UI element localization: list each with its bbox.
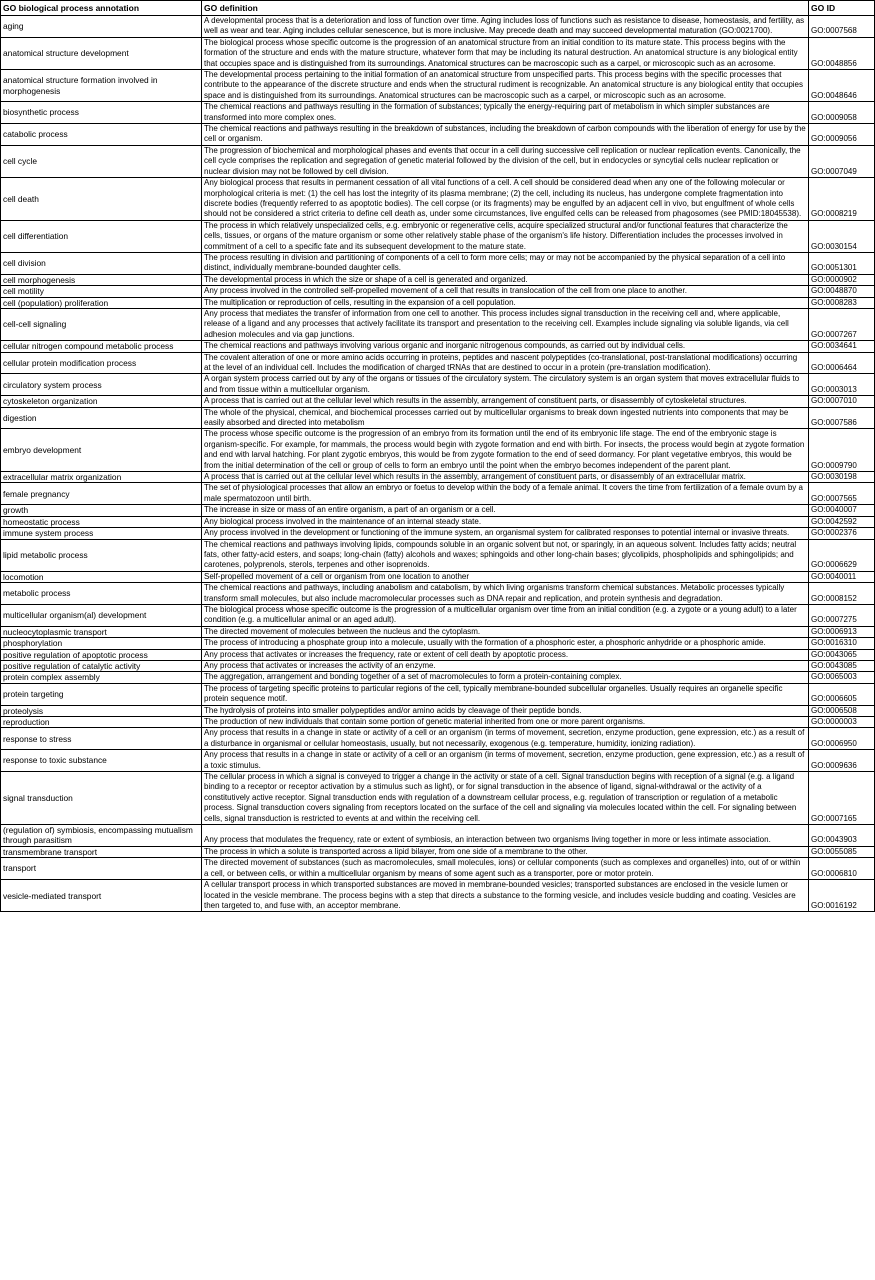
definition-cell: Self-propelled movement of a cell or organism from one location to another xyxy=(202,571,809,582)
annotation-cell: response to stress xyxy=(1,728,202,750)
annotation-cell: immune system process xyxy=(1,528,202,539)
table-row xyxy=(1,846,875,857)
definition-cell: The chemical reactions and pathways resulting in the breakdown of substances, including the breakdown of carbon compounds with the liberation of energy for use by the cell or organism. xyxy=(202,124,809,146)
definition-cell: Any process that mediates the transfer of information from one cell to another. This process includes signal transduction in the receiving cell and, where applicable, release of a ligand and any processes that actively facilitate its transport and presentation to the receiving cell. Examples include signaling via soluble ligands, via cell adhesion molecules and via gap junctions. xyxy=(202,308,809,340)
annotation-cell: response to toxic substance xyxy=(1,750,202,772)
definition-cell: The developmental process in which the size or shape of a cell is generated and organized. xyxy=(202,274,809,285)
definition-cell: A cellular transport process in which transported substances are moved in membrane-bounded vesicles; transported substances are enclosed in the vesicle lumen or located in the vesicle membrane. The process begins with a step that directs a substance to the forming vesicle, and includes vesicle budding and coating. Vesicles are then targeted to, and fuse with, an acceptor membrane. xyxy=(202,880,809,912)
table-row xyxy=(1,772,875,825)
go-id-cell: GO:0051301 xyxy=(809,252,875,274)
table-row xyxy=(1,286,875,297)
header-definition: GO definition xyxy=(202,1,809,16)
annotation-cell: catabolic process xyxy=(1,124,202,146)
definition-cell: The process in which a solute is transported across a lipid bilayer, from one side of a membrane to the other. xyxy=(202,846,809,857)
definition-cell: The process in which relatively unspecialized cells, e.g. embryonic or regenerative cells, acquire specialized structural and/or functional features that characterize the cells, tissues, or organs of the mature organism or some other relatively stable phase of the organism's life history. Differentiation includes the processes involved in commitment of a cell to a specific fate and its subsequent development to the mature state. xyxy=(202,220,809,252)
table-row xyxy=(1,683,875,705)
annotation-cell: metabolic process xyxy=(1,583,202,605)
definition-cell: The directed movement of substances (such as macromolecules, small molecules, ions) or cellular components (such as complexes and organelles) into, out of or within a cell, or between cells, or within a multicellular organism by means of some agent such as a transporter, pore or motor protein. xyxy=(202,858,809,880)
table-row xyxy=(1,178,875,221)
table-row xyxy=(1,571,875,582)
go-id-cell: GO:0065003 xyxy=(809,672,875,683)
go-id-cell: GO:0007049 xyxy=(809,145,875,177)
annotation-cell: positive regulation of catalytic activity xyxy=(1,660,202,671)
table-row xyxy=(1,649,875,660)
table-row xyxy=(1,407,875,429)
annotation-cell: aging xyxy=(1,16,202,38)
table-row xyxy=(1,374,875,396)
table-row xyxy=(1,516,875,527)
go-id-cell: GO:0055085 xyxy=(809,846,875,857)
definition-cell: The developmental process pertaining to the initial formation of an anatomical structure from unspecified parts. This process begins with the specific processes that contribute to the appearance of the discrete structure and ends when the structural rudiment is recognizable. An anatomical structure is any biological entity that occupies space and is distinguished from its surroundings. Anatomical structures can be macroscopic such as a carpel, or microscopic such as an acrosome. xyxy=(202,70,809,102)
annotation-cell: reproduction xyxy=(1,717,202,728)
table-row xyxy=(1,252,875,274)
annotation-cell: growth xyxy=(1,505,202,516)
go-id-cell: GO:0034641 xyxy=(809,341,875,352)
go-id-cell: GO:0007568 xyxy=(809,16,875,38)
go-id-cell: GO:0006913 xyxy=(809,626,875,637)
go-id-cell: GO:0007165 xyxy=(809,772,875,825)
go-id-cell: GO:0030154 xyxy=(809,220,875,252)
annotation-cell: cell-cell signaling xyxy=(1,308,202,340)
definition-cell: The whole of the physical, chemical, and biochemical processes carried out by multicellular organisms to break down ingested nutrients into components that may be easily absorbed and directed into metabolism xyxy=(202,407,809,429)
header-row xyxy=(1,1,875,16)
definition-cell: The progression of biochemical and morphological phases and events that occur in a cell during successive cell replication or nuclear replication events. Canonically, the cell cycle comprises the replication and segregation of genetic material followed by the division of the cell, but in endocycles or syncytial cells nuclear replication or nuclear division may not be followed by cell division. xyxy=(202,145,809,177)
table-row xyxy=(1,539,875,571)
annotation-cell: transmembrane transport xyxy=(1,846,202,857)
table-row xyxy=(1,858,875,880)
definition-cell: Any biological process that results in permanent cessation of all vital functions of a cell. A cell should be considered dead when any one of the following molecular or morphological criteria is met: (1) the cell has lost the integrity of its plasma membrane; (2) the cell, including its nucleus, has undergone complete fragmentation into discrete bodies (frequently referred to as apoptotic bodies). The cell corpse (or its fragments) may be engulfed by an adjacent cell in vivo, but engulfment of whole cells should not be considered a strict criteria to define cell death as, under some circumstances, live engulfed cells can be released from phagosomes (see PMID:18045538). xyxy=(202,178,809,221)
definition-cell: A process that is carried out at the cellular level which results in the assembly, arrangement of constituent parts, or disassembly of an extracellular matrix. xyxy=(202,472,809,483)
table-row xyxy=(1,274,875,285)
go-id-cell: GO:0006950 xyxy=(809,728,875,750)
table-row xyxy=(1,297,875,308)
definition-cell: The chemical reactions and pathways involving various organic and inorganic nitrogenous compounds, as carried out by individual cells. xyxy=(202,341,809,352)
definition-cell: The increase in size or mass of an entire organism, a part of an organism or a cell. xyxy=(202,505,809,516)
annotation-cell: cellular protein modification process xyxy=(1,352,202,374)
go-id-cell: GO:0016310 xyxy=(809,638,875,649)
go-id-cell: GO:0009636 xyxy=(809,750,875,772)
go-id-cell: GO:0030198 xyxy=(809,472,875,483)
definition-cell: Any process that modulates the frequency, rate or extent of symbiosis, an interaction between two organisms living together in more or less intimate association. xyxy=(202,825,809,847)
go-id-cell: GO:0006508 xyxy=(809,705,875,716)
table-row xyxy=(1,750,875,772)
go-id-cell: GO:0043065 xyxy=(809,649,875,660)
annotation-cell: cell division xyxy=(1,252,202,274)
go-id-cell: GO:0007565 xyxy=(809,483,875,505)
table-row xyxy=(1,583,875,605)
table-row xyxy=(1,70,875,102)
go-id-cell: GO:0009056 xyxy=(809,124,875,146)
table-row xyxy=(1,660,875,671)
table-row xyxy=(1,728,875,750)
annotation-cell: proteolysis xyxy=(1,705,202,716)
table-body xyxy=(1,16,875,912)
go-id-cell: GO:0043085 xyxy=(809,660,875,671)
go-id-cell: GO:0007275 xyxy=(809,604,875,626)
definition-cell: The process of targeting specific proteins to particular regions of the cell, typically membrane-bounded subcellular organelles. Usually requires an organelle specific protein sequence motif. xyxy=(202,683,809,705)
table-row xyxy=(1,37,875,69)
header-annotation: GO biological process annotation xyxy=(1,1,202,16)
go-id-cell: GO:0009058 xyxy=(809,102,875,124)
annotation-cell: digestion xyxy=(1,407,202,429)
table-row xyxy=(1,483,875,505)
go-id-cell: GO:0008152 xyxy=(809,583,875,605)
definition-cell: Any process that activates or increases the activity of an enzyme. xyxy=(202,660,809,671)
definition-cell: The directed movement of molecules between the nucleus and the cytoplasm. xyxy=(202,626,809,637)
annotation-cell: phosphorylation xyxy=(1,638,202,649)
definition-cell: The chemical reactions and pathways involving lipids, compounds soluble in an organic solvent but not, or sparingly, in an aqueous solvent. Includes fatty acids; neutral fats, other fatty-acid esters, and soaps; long-chain (fatty) alcohols and waxes; sphingoids and other long-chain bases; glycolipids, phospholipids and sphingolipids; and carotenes, polyprenols, sterols, terpenes and other isoprenoids. xyxy=(202,539,809,571)
annotation-cell: protein targeting xyxy=(1,683,202,705)
table-row xyxy=(1,604,875,626)
annotation-cell: lipid metabolic process xyxy=(1,539,202,571)
go-id-cell: GO:0008219 xyxy=(809,178,875,221)
annotation-cell: cell motility xyxy=(1,286,202,297)
annotation-cell: cell death xyxy=(1,178,202,221)
annotation-cell: cell (population) proliferation xyxy=(1,297,202,308)
definition-cell: A organ system process carried out by any of the organs or tissues of the circulatory system. The circulatory system is an organ system that moves extracellular fluids to and from tissue within a multicellular organism. xyxy=(202,374,809,396)
annotation-cell: cytoskeleton organization xyxy=(1,396,202,407)
annotation-cell: cell cycle xyxy=(1,145,202,177)
annotation-cell: transport xyxy=(1,858,202,880)
annotation-cell: positive regulation of apoptotic process xyxy=(1,649,202,660)
go-id-cell: GO:0006810 xyxy=(809,858,875,880)
definition-cell: The biological process whose specific outcome is the progression of an anatomical structure from an initial condition to its mature state. This process begins with the formation of the structure and ends with the mature structure, whatever form that may be including its natural destruction. An anatomical structure is any biological entity that occupies space and is distinguished from its surroundings. Anatomical structures can be macroscopic such as a carpel, or microscopic such as an acrosome. xyxy=(202,37,809,69)
annotation-cell: cell differentiation xyxy=(1,220,202,252)
definition-cell: Any process that results in a change in state or activity of a cell or an organism (in terms of movement, secretion, enzyme production, gene expression, etc.) as a result of a toxic stimulus. xyxy=(202,750,809,772)
go-id-cell: GO:0042592 xyxy=(809,516,875,527)
table-row xyxy=(1,638,875,649)
table-row xyxy=(1,472,875,483)
definition-cell: Any process involved in the controlled self-propelled movement of a cell that results in translocation of the cell from one place to another. xyxy=(202,286,809,297)
go-id-cell: GO:0006629 xyxy=(809,539,875,571)
definition-cell: The hydrolysis of proteins into smaller polypeptides and/or amino acids by cleavage of their peptide bonds. xyxy=(202,705,809,716)
table-row xyxy=(1,505,875,516)
annotation-cell: female pregnancy xyxy=(1,483,202,505)
go-id-cell: GO:0006464 xyxy=(809,352,875,374)
table-row xyxy=(1,396,875,407)
table-row xyxy=(1,705,875,716)
table-row xyxy=(1,308,875,340)
table-row xyxy=(1,102,875,124)
definition-cell: The covalent alteration of one or more amino acids occurring in proteins, peptides and nascent polypeptides (co-translational, post-translational modifications) occurring at the level of an individual cell. Includes the modification of charged tRNAs that are destined to occur in a protein (pre-translation modification). xyxy=(202,352,809,374)
definition-cell: The production of new individuals that contain some portion of genetic material inherited from one or more parent organisms. xyxy=(202,717,809,728)
definition-cell: The aggregation, arrangement and bonding together of a set of macromolecules to form a protein-containing complex. xyxy=(202,672,809,683)
annotation-cell: cellular nitrogen compound metabolic process xyxy=(1,341,202,352)
go-id-cell: GO:0008283 xyxy=(809,297,875,308)
table-row xyxy=(1,528,875,539)
annotation-cell: nucleocytoplasmic transport xyxy=(1,626,202,637)
go-id-cell: GO:0048646 xyxy=(809,70,875,102)
go-id-cell: GO:0007586 xyxy=(809,407,875,429)
annotation-cell: anatomical structure formation involved in morphogenesis xyxy=(1,70,202,102)
definition-cell: The process of introducing a phosphate group into a molecule, usually with the formation of a phosphoric ester, a phosphoric anhydride or a phosphoric amide. xyxy=(202,638,809,649)
definition-cell: A process that is carried out at the cellular level which results in the assembly, arrangement of constituent parts, or disassembly of cytoskeletal structures. xyxy=(202,396,809,407)
annotation-cell: cell morphogenesis xyxy=(1,274,202,285)
go-id-cell: GO:0002376 xyxy=(809,528,875,539)
annotation-cell: extracellular matrix organization xyxy=(1,472,202,483)
go-id-cell: GO:0009790 xyxy=(809,429,875,472)
annotation-cell: protein complex assembly xyxy=(1,672,202,683)
annotation-cell: signal transduction xyxy=(1,772,202,825)
annotation-cell: multicellular organism(al) development xyxy=(1,604,202,626)
go-id-cell: GO:0048870 xyxy=(809,286,875,297)
table-row xyxy=(1,145,875,177)
annotation-cell: (regulation of) symbiosis, encompassing mutualism through parasitism xyxy=(1,825,202,847)
annotation-cell: biosynthetic process xyxy=(1,102,202,124)
go-id-cell: GO:0007010 xyxy=(809,396,875,407)
table-row xyxy=(1,220,875,252)
definition-cell: Any process involved in the development or functioning of the immune system, an organismal system for calibrated responses to potential internal or invasive threats. xyxy=(202,528,809,539)
table-row xyxy=(1,717,875,728)
annotation-cell: anatomical structure development xyxy=(1,37,202,69)
definition-cell: Any process that activates or increases the frequency, rate or extent of cell death by apoptotic process. xyxy=(202,649,809,660)
definition-cell: The process resulting in division and partitioning of components of a cell to form more cells; may or may not be accompanied by the physical separation of a cell into distinct, individually membrane-bounded daughter cells. xyxy=(202,252,809,274)
definition-cell: The chemical reactions and pathways, including anabolism and catabolism, by which living organisms transform chemical substances. Metabolic processes typically transform small molecules, but also include macromolecular processes such as DNA repair and replication, and protein synthesis and degradation. xyxy=(202,583,809,605)
go-id-cell: GO:0016192 xyxy=(809,880,875,912)
definition-cell: The cellular process in which a signal is conveyed to trigger a change in the activity or state of a cell. Signal transduction begins with reception of a signal (e.g. a ligand binding to a receptor or receptor activation by a stimulus such as light), or for signal transduction in the absence of ligand, signal-withdrawal or the activity of a constitutively active receptor. Signal transduction ends with regulation of a downstream cellular process, e.g. regulation of transcription or regulation of a metabolic process. Signal transduction covers signaling from receptors located on the surface of the cell and signaling via molecules located within the cell. For signaling between cells, signal transduction is restricted to events at and within the receiving cell. xyxy=(202,772,809,825)
table-row xyxy=(1,672,875,683)
definition-cell: Any process that results in a change in state or activity of a cell or an organism (in terms of movement, secretion, enzyme production, gene expression, etc.) as a result of a disturbance in organismal or cellular homeostasis, usually, but not necessarily, exogenous (e.g. temperature, humidity, ionizing radiation). xyxy=(202,728,809,750)
annotation-cell: homeostatic process xyxy=(1,516,202,527)
table-row xyxy=(1,341,875,352)
go-id-cell: GO:0003013 xyxy=(809,374,875,396)
table-row xyxy=(1,124,875,146)
go-id-cell: GO:0040011 xyxy=(809,571,875,582)
annotation-cell: vesicle-mediated transport xyxy=(1,880,202,912)
go-id-cell: GO:0000902 xyxy=(809,274,875,285)
definition-cell: The multiplication or reproduction of cells, resulting in the expansion of a cell population. xyxy=(202,297,809,308)
go-id-cell: GO:0000003 xyxy=(809,717,875,728)
table-row xyxy=(1,626,875,637)
go-id-cell: GO:0040007 xyxy=(809,505,875,516)
annotation-cell: embryo development xyxy=(1,429,202,472)
go-id-cell: GO:0007267 xyxy=(809,308,875,340)
definition-cell: The chemical reactions and pathways resulting in the formation of substances; typically the energy-requiring part of metabolism in which simpler substances are transformed into more complex ones. xyxy=(202,102,809,124)
table-row xyxy=(1,825,875,847)
definition-cell: Any biological process involved in the maintenance of an internal steady state. xyxy=(202,516,809,527)
go-id-cell: GO:0006605 xyxy=(809,683,875,705)
table-row xyxy=(1,352,875,374)
annotation-cell: locomotion xyxy=(1,571,202,582)
go-id-cell: GO:0048856 xyxy=(809,37,875,69)
table-row xyxy=(1,429,875,472)
go-id-cell: GO:0043903 xyxy=(809,825,875,847)
definition-cell: The biological process whose specific outcome is the progression of a multicellular organism over time from an initial condition (e.g. a zygote or a young adult) to a later condition (e.g. a multicellular animal or an aged adult). xyxy=(202,604,809,626)
table-row xyxy=(1,16,875,38)
header-go-id: GO ID xyxy=(809,1,875,16)
definition-cell: The set of physiological processes that allow an embryo or foetus to develop within the body of a female animal. It covers the time from fertilization of a female ovum by a male spermatozoon until birth. xyxy=(202,483,809,505)
annotation-cell: circulatory system process xyxy=(1,374,202,396)
definition-cell: A developmental process that is a deterioration and loss of function over time. Aging includes loss of functions such as resistance to disease, homeostasis, and fertility, as well as wear and tear. Aging includes cellular senescence, but is more inclusive. May precede death and may succeed developmental maturation (GO:0021700). xyxy=(202,16,809,38)
table-row xyxy=(1,880,875,912)
definition-cell: The process whose specific outcome is the progression of an embryo from its formation until the end of its embryonic life stage. The end of the embryonic stage is organism-specific. For example, for mammals, the process would begin with zygote formation and end with birth. For insects, the process would begin at zygote formation and end with larval hatching. For plant zygotic embryos, this would be from zygote formation to the end of seed dormancy. For plant vegetative embryos, this would be from the initial determination of the cell or group of cells to form an embryo until the point when the embryo becomes independent of the parent plant. xyxy=(202,429,809,472)
